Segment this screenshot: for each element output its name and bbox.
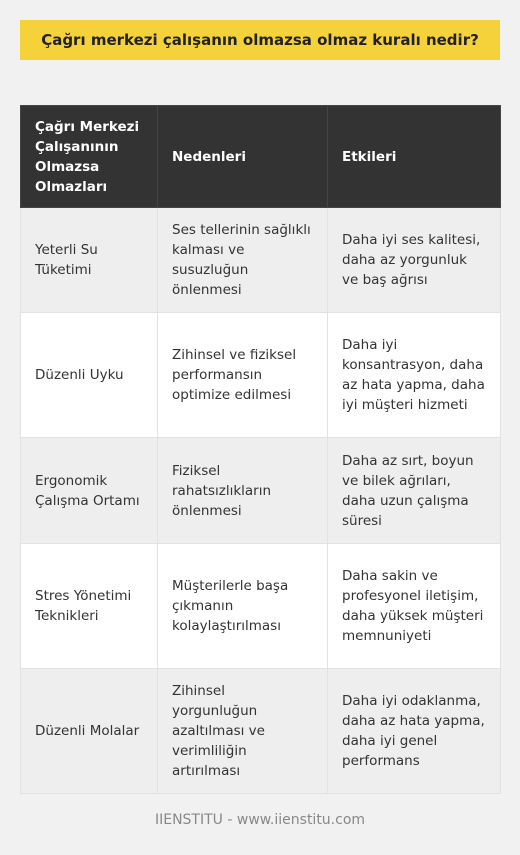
table-cell: Düzenli Molalar: [21, 669, 158, 794]
footer-credit: IIENSTITU - www.iienstitu.com: [154, 812, 366, 828]
data-table-container: [20, 105, 500, 794]
table-row: [21, 544, 501, 669]
table-cell: Ses tellerinin sağlıklı kalması ve susuzluğun önlenmesi: [158, 208, 328, 313]
table-cell: Stres Yönetimi Teknikleri: [21, 544, 158, 669]
table-cell: Müşterilerle başa çıkmanın kolaylaştırılması: [158, 544, 328, 669]
table-cell: Daha iyi odaklanma, daha az hata yapma, daha iyi genel performans: [328, 669, 501, 794]
column-header: Nedenleri: [158, 106, 328, 208]
data-table: [20, 105, 501, 794]
table-cell: Zihinsel ve fiziksel performansın optimize edilmesi: [158, 313, 328, 438]
table-row: [21, 438, 501, 544]
table-cell: Daha iyi ses kalitesi, daha az yorgunluk ve baş ağrısı: [328, 208, 501, 313]
table-header-row: [21, 106, 501, 208]
table-cell: Daha sakin ve profesyonel iletişim, daha yüksek müşteri memnuniyeti: [328, 544, 501, 669]
table-row: [21, 208, 501, 313]
table-cell: Daha iyi konsantrasyon, daha az hata yapma, daha iyi müşteri hizmeti: [328, 313, 501, 438]
table-cell: Düzenli Uyku: [21, 313, 158, 438]
column-header: Etkileri: [328, 106, 501, 208]
page-title: Çağrı merkezi çalışanın olmazsa olmaz kuralı nedir?: [20, 20, 500, 60]
table-cell: Ergonomik Çalışma Ortamı: [21, 438, 158, 544]
column-header: Çağrı Merkezi Çalışanının Olmazsa Olmazları: [21, 106, 158, 208]
table-cell: Zihinsel yorgunluğun azaltılması ve verimliliğin artırılması: [158, 669, 328, 794]
table-cell: Daha az sırt, boyun ve bilek ağrıları, daha uzun çalışma süresi: [328, 438, 501, 544]
table-cell: Fiziksel rahatsızlıkların önlenmesi: [158, 438, 328, 544]
table-cell: Yeterli Su Tüketimi: [21, 208, 158, 313]
table-row: [21, 669, 501, 794]
table-row: [21, 313, 501, 438]
